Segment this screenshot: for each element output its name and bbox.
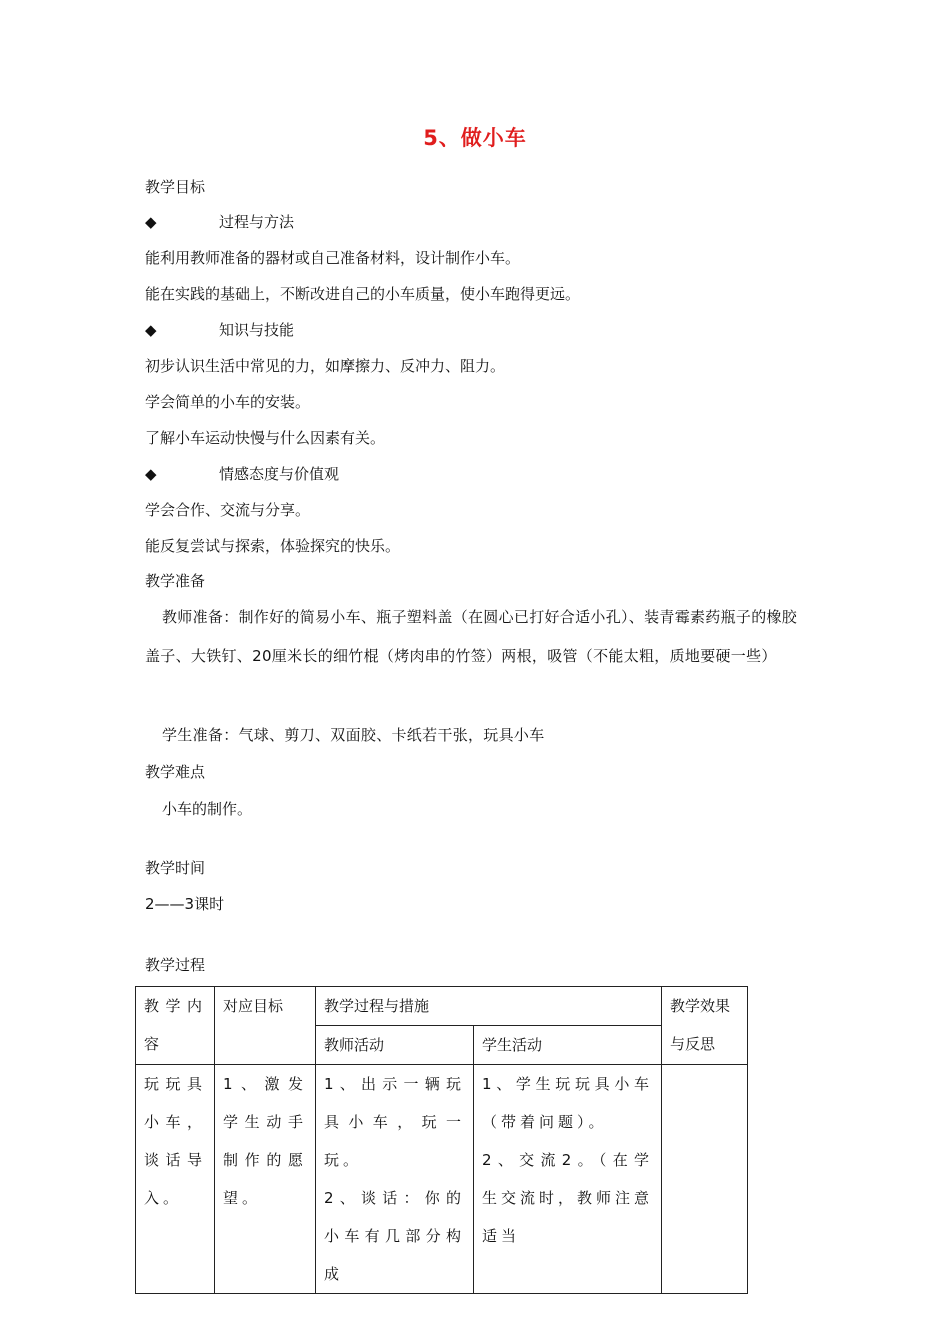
prep-heading: 教学准备 (145, 572, 206, 590)
goal-line: 能反复尝试与探索，体验探究的快乐。 (145, 537, 401, 555)
teacher-prep-paragraph (145, 598, 805, 676)
goal-line: 学会简单的小车的安装。 (145, 393, 311, 411)
student-step-2: 2、交流2。（在学生交流时，教师注意适当 (482, 1151, 654, 1245)
goal-line: 学会合作、交流与分享。 (145, 501, 311, 519)
difficulty-heading: 教学难点 (145, 763, 206, 781)
row-content-cell: 玩玩具小车，谈话导入。 (136, 1065, 215, 1294)
process-heading: 教学过程 (145, 956, 206, 974)
student-prep-text: 学生准备：气球、剪刀、双面胶、卡纸若干张，玩具小车 (162, 726, 545, 744)
diamond-bullet-icon: ◆ (145, 213, 157, 231)
student-prep-paragraph (145, 716, 805, 755)
document-title: 5、做小车 (423, 126, 527, 150)
student-step-1: 1、学生玩玩具小车（带着问题）。 (482, 1075, 654, 1131)
header-target: 对应目标 (215, 987, 316, 1065)
difficulty-text: 小车的制作。 (162, 800, 253, 818)
goal-line: 能在实践的基础上，不断改进自己的小车质量，使小车跑得更远。 (145, 285, 581, 303)
header-student: 学生活动 (474, 1026, 662, 1065)
row-target-cell: 1、激发学生动手制作的愿望。 (215, 1065, 316, 1294)
header-effect: 教学效果与反思 (662, 987, 748, 1065)
table-header-row (136, 987, 748, 1026)
header-content: 教学内容 (136, 987, 215, 1065)
teacher-step-2: 2、谈话：你的小车有几部分构成 (324, 1189, 465, 1283)
diamond-bullet-icon: ◆ (145, 321, 157, 339)
time-heading: 教学时间 (145, 859, 206, 877)
goal-line: 了解小车运动快慢与什么因素有关。 (145, 429, 386, 447)
goals-heading: 教学目标 (145, 178, 206, 196)
section-heading: 情感态度与价值观 (219, 465, 340, 483)
header-process: 教学过程与措施 (316, 987, 662, 1026)
teacher-prep-text: 教师准备：制作好的简易小车、瓶子塑料盖（在圆心已打好合适小孔）、装青霉素药瓶子的橡胶盖子、大铁钉、20厘米长的细竹棍（烤肉串的竹签）两根，吸管（不能太粗，质地要硬一些） (145, 608, 798, 665)
time-text: 2——3课时 (145, 895, 225, 913)
process-table (135, 986, 748, 1294)
section-heading: 过程与方法 (219, 213, 295, 231)
table-row (136, 1065, 748, 1294)
row-teacher-cell (316, 1065, 474, 1294)
teacher-step-1: 1、出示一辆玩具小车，玩一玩。 (324, 1075, 465, 1169)
row-student-cell (474, 1065, 662, 1294)
row-effect-cell (662, 1065, 748, 1294)
goal-line: 能利用教师准备的器材或自己准备材料，设计制作小车。 (145, 249, 521, 267)
section-heading: 知识与技能 (219, 321, 295, 339)
diamond-bullet-icon: ◆ (145, 465, 157, 483)
goal-line: 初步认识生活中常见的力，如摩擦力、反冲力、阻力。 (145, 357, 506, 375)
header-teacher: 教师活动 (316, 1026, 474, 1065)
